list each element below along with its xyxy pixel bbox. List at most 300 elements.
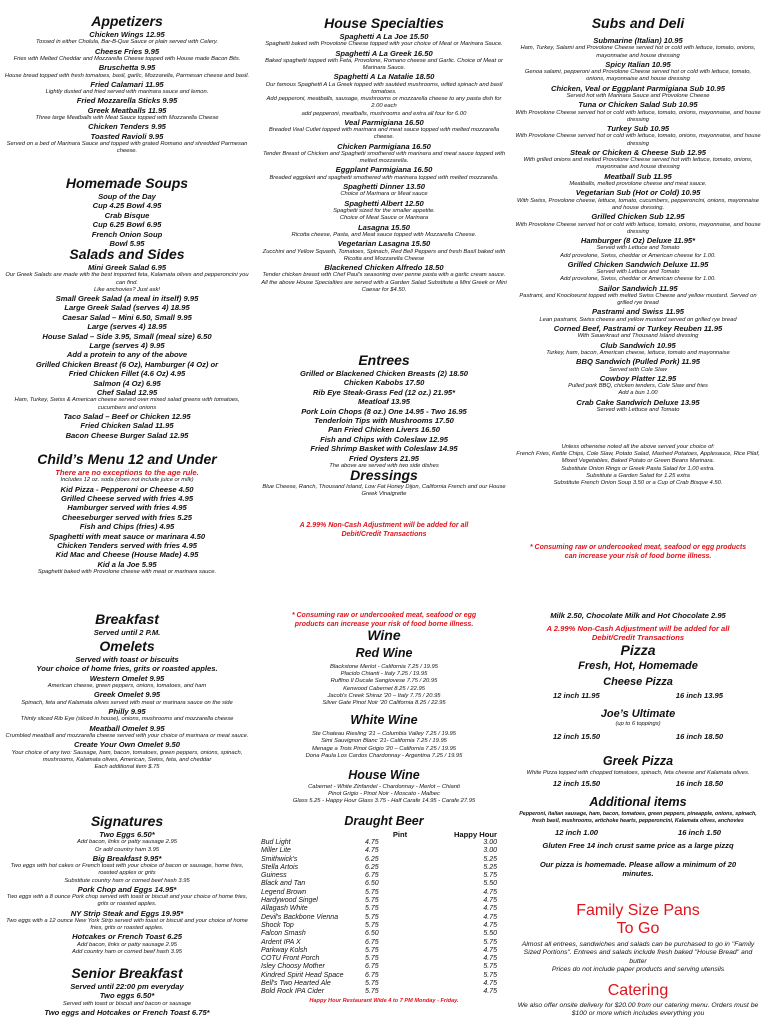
entrees-section xyxy=(261,353,507,470)
signatures-list xyxy=(4,830,250,956)
menu-item: Crab Cake Sandwich Deluxe 13.95 xyxy=(576,397,700,407)
menu-item: Blackened Chicken Alfredo 18.50 xyxy=(324,262,444,272)
menu-line: House bread topped with fresh tomatoes, basil, garlic, Mozzarella, Parmesan cheese and basil. xyxy=(4,72,250,79)
price-16-inch: 16 inch 18.50 xyxy=(675,732,724,742)
beer-name: Stella Artois xyxy=(261,863,299,871)
additional-items-title: Additional items xyxy=(589,795,687,810)
menu-line: Tossed in either Cholula, Bar-B-Que Sauce or plain served with Celery. xyxy=(36,39,218,46)
wine-section xyxy=(261,628,507,806)
joes-ultimate-title: Joe’s Ultimate xyxy=(600,708,676,720)
menu-line: Spaghetti baked with Provolone Cheese topped with your choice of Meat or Marinara Sauce. xyxy=(265,41,503,48)
food-safety-notice: * Consuming raw or undercooked meat, seafood or egg products can increase your risk of food borne illness. xyxy=(291,612,477,628)
menu-item: Hotcakes or French Toast 6.25 xyxy=(72,932,182,942)
additional-items-prices xyxy=(515,828,761,838)
menu-line: Add provolone, Swiss, cheddar or American cheese for 1.00. xyxy=(560,252,716,259)
menu-item: Fried Chicken Salad 11.95 xyxy=(80,421,174,431)
menu-line: Cabernet - White Zinfandel - Chardonnay - Merlot – Chianti xyxy=(308,784,460,791)
menu-line: French Fries, Kettle Chips, Cole Slaw, Potato Salad, Mashed Potatoes, Applesauce, Rice Pilaf, Mixed Vegetables, Baked Potato or Green Beans Marinara. xyxy=(516,451,760,465)
menu-item: Grilled Chicken Sandwich Deluxe 11.95 xyxy=(567,259,709,269)
menu-line: Add bacon, links or patty sausage 2.95 xyxy=(77,839,177,846)
menu-item: Toasted Ravioli 9.95 xyxy=(90,131,164,141)
section-title: Pizza xyxy=(620,642,656,658)
beer-name: Shock Top xyxy=(261,921,294,929)
beer-happy-hour-price: 4.75 xyxy=(483,897,497,905)
menu-item: Fried Shrimp Basket with Coleslaw 14.95 xyxy=(310,444,458,454)
menu-item: House Salad – Side 3.95, Small (meal size) 6.50 xyxy=(42,331,212,341)
menu-line: There are no exceptions to the age rule. xyxy=(55,468,199,477)
beer-name: Bud Light xyxy=(261,839,291,846)
menu-line: Lightly dusted and fried served with marinara sauce and lemon. xyxy=(45,89,209,96)
family-size-title: Family Size Pans xyxy=(576,902,700,919)
menu-item: Kid Pizza - Pepperoni or Cheese 4.50 xyxy=(60,484,194,494)
menu-line: Blackstone Merlot - California 7.25 / 19.95 xyxy=(330,664,438,670)
menu-item: Veal Parmigiana 16.50 xyxy=(344,117,424,127)
menu-item: Lasagna 15.50 xyxy=(358,222,410,232)
menu-line: Two eggs with hot cakes or French toast with your choice of bacon or sausage, home fries, roasted apples or grits xyxy=(10,863,244,877)
beer-happy-hour-price: 3.00 xyxy=(483,847,497,855)
menu-line: Add bacon, links or patty sausage 2.95 xyxy=(77,941,177,948)
menu-item: Vegetarian Lasagna 15.50 xyxy=(337,239,431,249)
menu-item: Vegetarian Sub (Hot or Cold) 10.95 xyxy=(575,188,701,198)
menu-item: Served until 2 P.M. xyxy=(93,628,161,637)
menu-item: Spaghetti Dinner 13.50 xyxy=(343,182,425,192)
non-cash-adjustment-notice: A 2.99% Non-Cash Adjustment will be added for all Debit/Credit Transactions xyxy=(299,522,469,538)
beer-row xyxy=(261,988,507,996)
dressings-section xyxy=(261,468,507,498)
menu-item: Bruschetta 9.95 xyxy=(98,63,156,73)
menu-line: Ham, Turkey, Swiss & American cheese served over mixed salad greens with tomatoes, cucumbers and onions xyxy=(14,397,240,411)
beer-pint-price: 6.75 xyxy=(365,872,379,880)
beer-pint-price: 4.75 xyxy=(365,839,379,846)
menu-item: Fried Mozzarella Sticks 9.95 xyxy=(76,96,178,106)
price-12-inch: 12 inch 11.95 xyxy=(553,691,600,700)
beer-pint-price: 6.75 xyxy=(365,963,379,971)
menu-item: Fried Chicken Fillet (4.6 Oz) 4.95 xyxy=(68,369,186,379)
menu-line: Zucchini and Yellow Squash, Tomatoes, Spinach, Red Bell Peppers and fresh Basil baked with Ricotta and Mozzarella Cheese xyxy=(262,248,506,262)
menu-line: Menage a Trois Pinot Grigio '20 – California 7.25 / 19.95 xyxy=(311,745,457,752)
menu-item: Fried Oysters 21.95 xyxy=(348,453,420,463)
beer-pint-price: 5.75 xyxy=(365,988,379,996)
beer-row xyxy=(261,864,507,872)
subs-deli-section xyxy=(515,16,761,414)
beer-happy-hour-price: 5.50 xyxy=(483,930,497,938)
section-title: Appetizers xyxy=(91,13,163,29)
food-safety-notice: * Consuming raw or undercooked meat, seafood or egg products can increase your risk of food borne illness. xyxy=(529,544,747,560)
menu-item: Cowboy Platter 12.95 xyxy=(599,373,677,383)
menu-item: Chicken Tenders served with fries 4.95 xyxy=(57,541,197,551)
menu-line: Simi Sauvignon Blanc '21- California 7.25 / 19.95 xyxy=(321,738,447,745)
menu-item: Fried Calamari 11.95 xyxy=(90,79,164,89)
beer-row xyxy=(261,872,507,880)
menu-item: Grilled or Blackened Chicken Breasts (2) 18.50 xyxy=(300,369,468,378)
menu-line: Crumbled meatball and mozzarella cheese served with your choice of marinara or meat sauce. xyxy=(5,733,249,740)
beer-row xyxy=(261,839,507,847)
menu-item: Tenderloin Tips with Mushrooms 17.50 xyxy=(314,416,454,426)
section-title: Child’s Menu 12 and Under xyxy=(37,451,217,467)
menu-item: Add a protein to any of the above xyxy=(66,350,188,360)
menu-line: Our famous Spaghetti A La Greek topped with sautéed mushrooms, wilted spinach and basil tomatoes. xyxy=(265,81,503,96)
menu-item: Two eggs and Hotcakes or French Toast 6.75* xyxy=(44,1008,210,1018)
salads-section xyxy=(4,247,250,440)
beer-name: Kindred Spirit Head Space xyxy=(261,971,344,979)
beer-happy-hour-price: 4.75 xyxy=(483,888,497,896)
beer-happy-hour-price: 4.75 xyxy=(483,946,497,954)
beer-pint-price: 6.25 xyxy=(365,863,379,871)
menu-item: Bowl 5.95 xyxy=(109,239,145,249)
section-title: Omelets xyxy=(99,638,155,654)
joes-ultimate-note: (up to 6 toppings) xyxy=(615,721,661,727)
menu-item: Fish and Chips (fries) 4.95 xyxy=(79,522,175,532)
section-title: Homemade Soups xyxy=(65,175,189,191)
menu-line: Two eggs with a 12 ounce New York Strip served with toast or biscuit and your choice of home fries, grits or roasted apples. xyxy=(6,918,248,932)
menu-line: Served hot with Marinara Sauce and Provolone Cheese xyxy=(566,93,710,100)
menu-line: Pulled pork BBQ, chicken tenders, Cole Slaw and fries xyxy=(568,383,708,390)
menu-item: Big Breakfast 9.95* xyxy=(92,853,162,863)
beer-name: Ardent IPA X xyxy=(261,938,301,946)
menu-line: Blue Cheese, Ranch, Thousand Island, Low Fat Honey Dijon, California French and our House Greek Vinaigrette xyxy=(262,484,506,498)
price-16-inch: 16 inch 1.50 xyxy=(677,827,722,837)
menu-line: Served with toast or biscuit and bacon or sausage xyxy=(62,1000,192,1007)
menu-line: Placido Chianti - Italy 7.25 / 19.95 xyxy=(340,671,428,678)
section-title: Entrees xyxy=(358,352,410,368)
section-title: Senior Breakfast xyxy=(71,965,183,981)
soups-section xyxy=(4,176,250,248)
menu-line: With Sauerkraut and Thousand Island dressing xyxy=(577,333,699,340)
beer-happy-hour-price: 3.00 xyxy=(483,839,497,846)
childs-menu-list xyxy=(4,468,250,576)
non-cash-adjustment-notice: A 2.99% Non-Cash Adjustment will be added for all Debit/Credit Transactions xyxy=(546,624,730,642)
signatures-section xyxy=(4,814,250,956)
menu-line: Served with Lettuce and Tomato xyxy=(596,407,680,413)
beer-name: Falcon Smash xyxy=(261,930,306,938)
beer-row xyxy=(261,955,507,963)
menu-item: Cheese Fries 9.95 xyxy=(94,46,160,56)
beer-pint-price: 6.25 xyxy=(365,855,379,863)
menu-line: With Swiss, Provolone cheese, lettuce, tomato, cucumbers, pepperoncini, onions, mayonnaise and house dressing. xyxy=(517,197,759,211)
beer-happy-hour-price: 4.75 xyxy=(483,955,497,963)
section-title: Signatures xyxy=(90,813,164,829)
menu-line: Like anchovies? Just ask! xyxy=(93,286,161,293)
menu-line: Silver Gate Pinot Noir '20 California 8.25 / 22.95 xyxy=(322,700,446,707)
menu-item: Philly 9.95 xyxy=(108,707,146,717)
beer-pint-price: 6.50 xyxy=(365,880,379,888)
section-title: Salads and Sides xyxy=(69,246,185,262)
price-12-inch: 12 inch 15.50 xyxy=(552,732,601,742)
menu-line: Breaded Veal Cutlet topped with marinara and meat sauce topped with melted mozzarella cheese. xyxy=(268,127,500,141)
menu-line: Ste Chateau Riesling '21 – Columbia Valley 7.25 / 19.95 xyxy=(312,731,456,738)
beer-name: Black and Tan xyxy=(261,880,306,888)
draught-beer-section xyxy=(261,814,507,1006)
menu-line: Breaded eggplant and spaghetti smothered with marinara topped with melted mozzarella. xyxy=(269,174,499,181)
menu-line: Add provolone, Swiss, cheddar or American cheese for 1.00. xyxy=(560,276,716,283)
menu-line: Served with Cole Slaw xyxy=(609,366,667,373)
menu-line: Served with Lettuce and Tomato xyxy=(596,245,680,252)
beer-row xyxy=(261,897,507,905)
soups-list xyxy=(4,192,250,248)
salads-list xyxy=(4,263,250,440)
menu-item: Pastrami and Swiss 11.95 xyxy=(592,307,684,317)
menu-line: Choice of Marinara or Meat sauce xyxy=(340,191,428,198)
menu-item: Chicken Kabobs 17.50 xyxy=(343,378,425,388)
greek-pizza-title: Greek Pizza xyxy=(602,754,674,769)
section-title: Subs and Deli xyxy=(591,15,685,31)
menu-line: Glass 5.25 - Happy Hour Glass 3.75 - Half Carafe 14.95 - Carafe 27.95 xyxy=(292,798,476,805)
menu-line: Lean pastrami, Swiss cheese and yellow mustard served on grilled rye bread xyxy=(539,316,737,323)
gluten-free-note: Gluten Free 14 inch crust same price as a large pizzq xyxy=(542,840,734,850)
beer-happy-hour-price: 4.75 xyxy=(483,905,497,913)
beer-name: Legend Brown xyxy=(261,888,307,896)
appetizers-list xyxy=(4,30,250,156)
menu-item: Large Greek Salad (serves 4) 18.95 xyxy=(64,303,190,313)
house-specialties-list xyxy=(261,32,507,294)
beer-name: Parkway Kolsh xyxy=(261,946,308,954)
beer-pint-price: 5.75 xyxy=(365,946,379,954)
menu-item: Create Your Own Omelet 9.50 xyxy=(74,740,180,750)
beer-row xyxy=(261,972,507,980)
beer-pint-price: 5.75 xyxy=(365,888,379,896)
menu-item: Meatball Omelet 9.95 xyxy=(89,723,165,733)
beer-row xyxy=(261,847,507,855)
beer-name: Allagash White xyxy=(261,905,308,913)
childs-menu-section xyxy=(4,452,250,576)
beer-happy-hour-price: 4.75 xyxy=(483,921,497,929)
menu-line: Or add country ham 3.95 xyxy=(94,846,160,853)
house-wine-title: House Wine xyxy=(348,768,420,783)
menu-item: Grilled Cheese served with fries 4.95 xyxy=(60,494,194,504)
menu-item: Cup 4.25 Bowl 4.95 xyxy=(92,201,162,211)
section-title: House Specialties xyxy=(324,15,444,31)
menu-item: Spaghetti with meat sauce or marinara 4.50 xyxy=(48,531,206,541)
menu-line: Substitute French Onion Soup 3.50 or a Cup of Crab Bisque 4.50. xyxy=(553,480,723,487)
menu-line: Substitute Onion Rings or Greek Pasta Salad for 1.00 extra. xyxy=(561,465,715,472)
menu-line: With Provolone Cheese served hot or cold with lettuce, tomato, onions, mayonnaise, and house dressing xyxy=(515,133,761,147)
beer-row xyxy=(261,939,507,947)
menu-item: Submarine (Italian) 10.95 xyxy=(593,36,683,45)
beer-row xyxy=(261,889,507,897)
menu-item: Your choice of home fries, grits or roasted apples. xyxy=(36,664,218,674)
happy-hour-note: Happy Hour Restaurant Wide 4 to 7 PM Monday - Friday. xyxy=(309,997,459,1004)
dressings-list xyxy=(261,484,507,498)
beer-happy-hour-price: 5.25 xyxy=(483,855,497,863)
menu-item: Two eggs 6.50* xyxy=(99,991,155,1001)
menu-item: French Onion Soup xyxy=(91,229,163,239)
pizza-section xyxy=(515,643,761,879)
menu-item: BBQ Sandwich (Pulled Pork) 11.95 xyxy=(576,357,700,367)
family-size-title-2: To Go xyxy=(616,920,660,937)
menu-line: Substitute a Garden Salad for 1.25 extra xyxy=(586,472,690,479)
menu-item: Caesar Salad – Mini 6.50, Small 9.95 xyxy=(62,312,192,322)
menu-item: Spaghetti A La Natalie 18.50 xyxy=(333,72,435,82)
beer-pint-price: 6.75 xyxy=(365,971,379,979)
menu-line: Your choice of any two: Sausage, ham, bacon, tomatoes, green peppers, onions, spinach, mushrooms, Kalamata olives, American, Swiss, feta, and cheddar xyxy=(11,749,243,763)
breakfast-section xyxy=(4,612,250,637)
catering-section xyxy=(515,982,761,1019)
menu-item: Bacon Cheese Burger Salad 12.95 xyxy=(65,430,189,440)
menu-item: Spaghetti A La Joe 15.50 xyxy=(339,32,429,41)
subs-deli-list xyxy=(515,36,761,414)
menu-item: Chicken, Veal or Eggplant Parmigiana Sub 10.95 xyxy=(550,83,725,93)
catering-title: Catering xyxy=(607,982,669,999)
beer-row xyxy=(261,980,507,988)
menu-line: Substitute country ham or corned beef hash 3.95 xyxy=(64,877,190,884)
beer-happy-hour-price: 5.25 xyxy=(483,863,497,871)
family-size-note: Almost all entrees, sandwiches and salads can be purchased to go in "Family Sized Portions". Entrees and salads include fresh baked "House Bread" and butter xyxy=(521,941,755,965)
menu-line: Pinot Grigio - Pinot Noir - Moscato - Malbec xyxy=(328,791,440,798)
menu-line: Spinach, feta and Kalamata olives served with meat or marinara sauce on the side xyxy=(21,699,233,706)
house-wine-list xyxy=(261,784,507,806)
menu-item: Served with toast or biscuits xyxy=(75,655,179,664)
white-wine-list xyxy=(261,731,507,760)
menu-line: Our Greek Salads are made with the best imported feta, Kalamata olives and pepperoncini you can find. xyxy=(5,272,249,286)
beer-name: Smithwick's xyxy=(261,855,298,863)
menu-line: American cheese, green peppers, onions, tomatoes, and ham xyxy=(47,683,207,690)
menu-item: Spaghetti Albert 12.50 xyxy=(344,198,424,208)
menu-item: Chicken Tenders 9.95 xyxy=(88,122,166,132)
beer-name: Hardywood Singel xyxy=(261,897,318,905)
menu-line: Dona Paula Los Cardos Chardonnay - Argentina 7.25 / 19.95 xyxy=(305,752,463,759)
menu-line: Pastrami, and Knockwurst topped with melted Swiss Cheese and yellow mustard. Served on grilled rye bread xyxy=(519,292,757,307)
menu-item: Soup of the Day xyxy=(98,192,156,201)
menu-item: Corned Beef, Pastrami or Turkey Reuben 11.95 xyxy=(553,323,723,333)
menu-line: Includes 12 oz. soda (does not include juice or milk) xyxy=(60,477,194,484)
menu-item: Pan Fried Chicken Livers 16.50 xyxy=(328,425,440,435)
menu-line: Ricotta cheese, Pasta, and Meat sauce topped with Mozzarella Cheese. xyxy=(291,231,477,238)
section-title: Draught Beer xyxy=(344,814,424,828)
menu-line: All the above House Specialties are served with a Garden Salad Substitute a Mini Greek or Mini Caesar for $4.50. xyxy=(261,279,507,293)
beer-table xyxy=(261,839,507,997)
menu-item: Kid Mac and Cheese (House Made) 4.95 xyxy=(55,550,199,560)
pizza-subtitle: Fresh, Hot, Homemade xyxy=(578,660,698,672)
menu-item: Spicy Italian 10.95 xyxy=(605,59,671,69)
beer-name: Miller Lite xyxy=(261,847,291,855)
menu-line: Spaghetti sized for the smaller appetite. xyxy=(333,208,435,215)
menu-line: Ruffino Il Ducale Sangiovese 7.75 / 20.95 xyxy=(330,678,438,685)
beer-row xyxy=(261,922,507,930)
menu-line: Choice of Meat Sauce or Marinara xyxy=(339,215,429,222)
menu-item: Greek Meatballs 11.95 xyxy=(87,105,167,115)
beer-name: COTU Front Porch xyxy=(261,955,320,963)
beer-row xyxy=(261,856,507,864)
menu-line: With Provolone Cheese served hot or cold with lettuce, tomato, onions, mayonnaise, and house dressing xyxy=(515,221,761,235)
menu-item: Meatball Sub 11.95 xyxy=(604,171,672,181)
beer-table-header xyxy=(261,830,507,839)
cheese-pizza-title: Cheese Pizza xyxy=(603,676,673,688)
menu-line: Tender chicken breast with Chef Paul's seasoning over penne pasta with a garlic cream sauce. xyxy=(262,272,506,279)
beer-pint-price: 5.75 xyxy=(365,913,379,921)
menu-item: Grilled Chicken Sub 12.95 xyxy=(591,212,685,222)
beer-name: Bell's Two Hearted Ale xyxy=(261,980,331,988)
menu-item: Kid a la Joe 5.95 xyxy=(97,559,157,569)
beer-row xyxy=(261,947,507,955)
beer-row xyxy=(261,905,507,913)
menu-item: Large (serves 4) 9.95 xyxy=(89,341,165,351)
pint-header: Pint xyxy=(392,830,408,839)
sides-note xyxy=(515,444,761,487)
menu-item: NY Strip Steak and Eggs 19.95* xyxy=(70,908,184,918)
menu-line: Each additional item $.75 xyxy=(94,764,160,771)
menu-item: Greek Omelet 9.95 xyxy=(93,690,161,700)
menu-item: Cheeseburger served with fries 5.25 xyxy=(62,512,192,522)
menu-item: Club Sandwich 10.95 xyxy=(600,340,676,350)
menu-line: The above are served with two side dishes xyxy=(329,463,439,470)
greek-pizza-note: White Pizza topped with chopped tomatoes, spinach, feta cheese and Kalamata olives. xyxy=(526,770,750,777)
omelets-list xyxy=(4,655,250,771)
menu-item: Chicken Wings 12.95 xyxy=(89,30,165,39)
beer-name: Guiness xyxy=(261,872,287,880)
greek-pizza-prices xyxy=(515,779,761,789)
menu-item: Tuna or Chicken Salad Sub 10.95 xyxy=(578,100,698,110)
beer-happy-hour-price: 5.50 xyxy=(483,880,497,888)
menu-line: Spaghetti baked with Provolone cheese with meat or marinara sauce. xyxy=(37,569,217,576)
section-title: Dressings xyxy=(350,467,418,483)
additional-items-note: Pepperoni, italian sausage, ham, bacon, tomatoes, green peppers, pineapple, onions, spinach, fresh basil, mushrooms, artichoke hearts, pepperoncini, Kalamata olives, anchovies xyxy=(519,811,757,824)
beer-row xyxy=(261,914,507,922)
menu-item: Taco Salad – Beef or Chicken 12.95 xyxy=(63,411,191,421)
beer-happy-hour-price: 4.75 xyxy=(483,913,497,921)
menu-item: Cup 6.25 Bowl 6.95 xyxy=(92,220,162,230)
menu-item: Western Omelet 9.95 xyxy=(89,673,165,683)
beer-row xyxy=(261,963,507,971)
milk-prices: Milk 2.50, Chocolate Milk and Hot Chocolate 2.95 xyxy=(550,611,726,620)
menu-line: Unless otherwise noted all the above served your choice of: xyxy=(561,444,715,450)
beer-pint-price: 5.75 xyxy=(365,905,379,913)
cheese-pizza-prices xyxy=(515,691,761,701)
menu-item: Eggplant Parmigiana 16.50 xyxy=(335,165,433,175)
beer-happy-hour-price: 5.75 xyxy=(483,872,497,880)
menu-line: Two eggs with a 8 ounce Pork chop served with toast or biscuit and your choice of home fries, grits or roasted apples. xyxy=(6,894,248,908)
menu-item: Hamburger served with fries 4.95 xyxy=(67,503,187,513)
menu-item: Meatloaf 13.95 xyxy=(358,397,410,407)
beer-name: Devil's Backbone Vienna xyxy=(261,913,339,921)
menu-line: Add pepperoni, meatballs, sausage, mushrooms or mozzarella cheese to any pasta dish for 2.00 each xyxy=(266,96,502,110)
beer-happy-hour-price: 5.75 xyxy=(483,971,497,979)
section-title: Breakfast xyxy=(95,611,159,627)
menu-item: Grilled Chicken Breast (6 Oz), Hamburger (4 Oz) or xyxy=(35,359,219,369)
beer-pint-price: 6.50 xyxy=(365,930,379,938)
omelets-section xyxy=(4,639,250,771)
menu-line: Turkey, ham, bacon, American cheese, lettuce, tomato and mayonnaise xyxy=(546,349,730,356)
price-16-inch: 16 inch 18.50 xyxy=(675,779,724,789)
menu-item: Crab Bisque xyxy=(104,210,150,220)
menu-line: Fries with Melted Cheddar and Mozzarella Cheese topped with House made Bacon Bits. xyxy=(13,56,241,63)
happy-hour-header: Happy Hour xyxy=(453,830,497,839)
menu-item: Salmon (4 Oz) 6.95 xyxy=(93,378,161,388)
menu-line: Tender Breast of Chicken and Spaghetti smothered with marinara and meat sauce topped with melted mozzarella. xyxy=(262,151,506,165)
beer-name: Isley Choosy Mother xyxy=(261,963,325,971)
menu-item: Pork Loin Chops (8 oz.) One 14.95 - Two 16.95 xyxy=(301,406,467,416)
beer-happy-hour-price: 4.75 xyxy=(483,988,497,996)
house-specialties-section xyxy=(261,16,507,294)
homemade-note: Our pizza is homemade. Please allow a minimum of 20 minutes. xyxy=(539,860,737,879)
menu-item: Chef Salad 12.95 xyxy=(96,388,158,398)
menu-line: add pepperoni, meatballs, mushrooms and extra all four for 6.00 xyxy=(301,110,467,117)
breakfast-list xyxy=(4,628,250,637)
family-size-section xyxy=(515,902,761,975)
menu-item: Pork Chop and Eggs 14.95* xyxy=(77,884,177,894)
appetizers-section xyxy=(4,14,250,156)
menu-item: Hamburger (8 Oz) Deluxe 11.95* xyxy=(580,235,696,245)
menu-item: Sailor Sandwich 11.95 xyxy=(598,283,678,293)
menu-line: Served on a bed of Marinara Sauce and topped with grated Romano and shredded Parmesan cheese. xyxy=(6,141,248,155)
menu-item: Steak or Chicken & Cheese Sub 12.95 xyxy=(570,147,706,157)
red-wine-list xyxy=(261,664,507,707)
menu-line: With grilled onions and melted Provolone Cheese served hot with lettuce, tomato, onions, mayonnaise and house dressing xyxy=(523,157,753,171)
menu-line: Three large Meatballs with Meat Sauce topped with Mozzarella Cheese xyxy=(35,115,219,122)
beer-pint-price: 6.75 xyxy=(365,938,379,946)
menu-item: Chicken Parmigiana 16.50 xyxy=(337,141,431,151)
menu-line: Add a bun 1.00 xyxy=(618,390,658,397)
joes-ultimate-prices xyxy=(515,732,761,742)
